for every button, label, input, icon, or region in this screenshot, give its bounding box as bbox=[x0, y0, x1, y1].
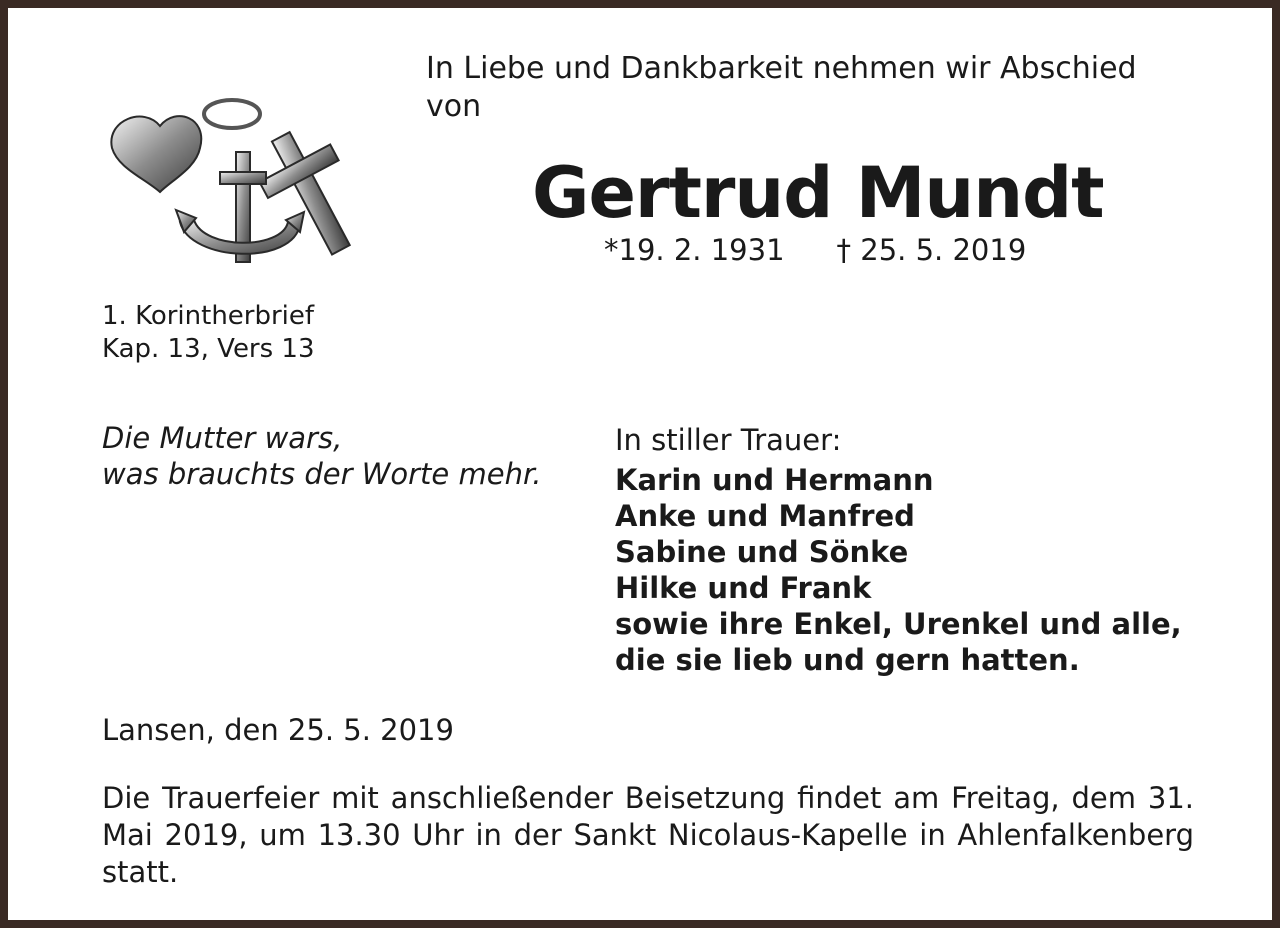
life-dates bbox=[604, 232, 1026, 268]
quote-line: Die Mutter wars, bbox=[102, 421, 343, 455]
death-date: † 25. 5. 2019 bbox=[836, 233, 1027, 267]
deceased-name: Gertrud Mundt bbox=[532, 152, 1104, 234]
heart-anchor-cross-icon bbox=[104, 92, 374, 278]
place-date: Lansen, den 25. 5. 2019 bbox=[102, 713, 454, 747]
memorial-quote bbox=[102, 420, 541, 492]
mourner-entry: Karin und Hermann bbox=[615, 463, 934, 497]
mourner-entry: Sabine und Sönke bbox=[615, 535, 909, 569]
mourners-list bbox=[615, 462, 1182, 678]
verse-line: 1. Korintherbrief bbox=[102, 301, 315, 331]
bible-verse bbox=[102, 300, 315, 366]
intro-line: In Liebe und Dankbarkeit nehmen wir Abschied bbox=[426, 51, 1137, 86]
mourner-entry: Hilke und Frank bbox=[615, 571, 872, 605]
mourning-label: In stiller Trauer: bbox=[615, 423, 842, 457]
quote-line: was brauchts der Worte mehr. bbox=[102, 457, 542, 491]
mourner-entry: die sie lieb und gern hatten. bbox=[615, 643, 1080, 677]
intro-line: von bbox=[426, 89, 482, 124]
mourner-entry: sowie ihre Enkel, Urenkel und alle, bbox=[615, 607, 1182, 641]
verse-line: Kap. 13, Vers 13 bbox=[102, 334, 315, 364]
mourner-entry: Anke und Manfred bbox=[615, 499, 915, 533]
ceremony-notice: Die Trauerfeier mit anschließender Beisetzung findet am Freitag, dem 31. Mai 2019, um 13.30 Uhr in der Sankt Nicolaus-Kapelle in Ahlenfalkenberg statt. bbox=[102, 781, 1194, 889]
intro-text bbox=[426, 50, 1137, 126]
birth-date: *19. 2. 1931 bbox=[604, 233, 785, 267]
